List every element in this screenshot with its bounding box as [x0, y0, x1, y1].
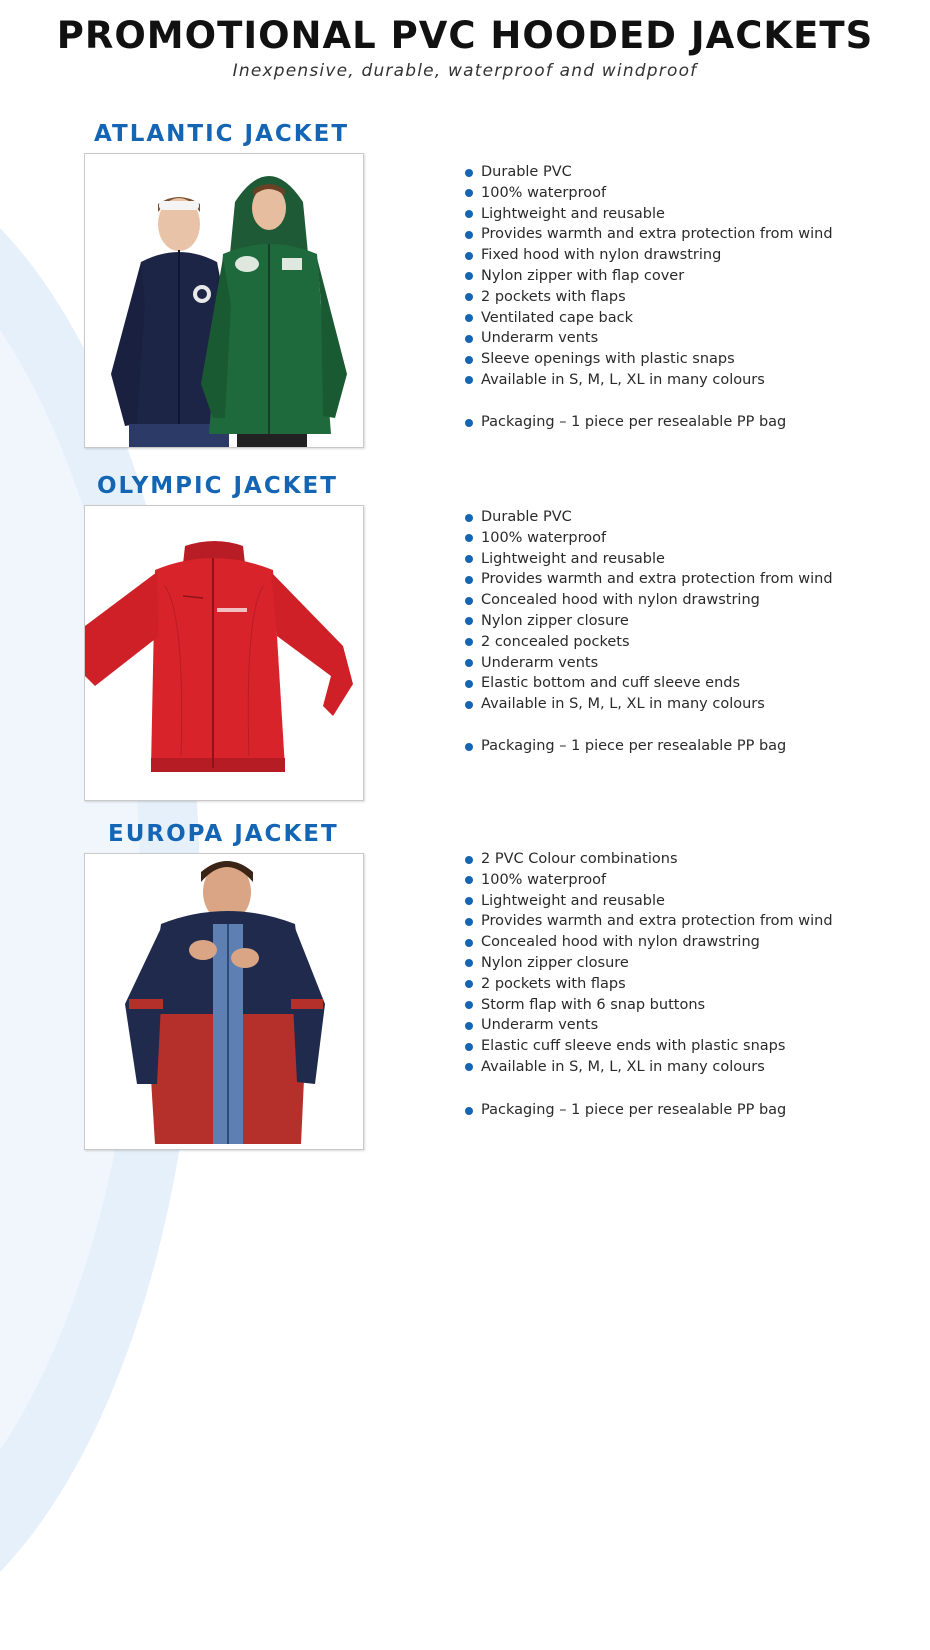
feature-item: 2 PVC Colour combinations	[463, 849, 833, 870]
atlantic-jacket-illustration	[85, 154, 363, 447]
feature-item: Provides warmth and extra protection from wind	[463, 569, 833, 590]
europa-packaging: Packaging – 1 piece per resealable PP bag	[463, 1100, 786, 1121]
feature-item: Lightweight and reusable	[463, 204, 833, 225]
feature-item: Sleeve openings with plastic snaps	[463, 349, 833, 370]
feature-item: 2 pockets with flaps	[463, 974, 833, 995]
feature-item: Underarm vents	[463, 653, 833, 674]
feature-item: 2 concealed pockets	[463, 632, 833, 653]
feature-item: Durable PVC	[463, 162, 833, 183]
europa-jacket-illustration	[85, 854, 363, 1149]
feature-item: Available in S, M, L, XL in many colours	[463, 1057, 833, 1078]
feature-item: Underarm vents	[463, 328, 833, 349]
feature-item: Provides warmth and extra protection from wind	[463, 224, 833, 245]
feature-item: Storm flap with 6 snap buttons	[463, 995, 833, 1016]
europa-feature-list	[463, 849, 833, 1078]
atlantic-packaging: Packaging – 1 piece per resealable PP bag	[463, 412, 786, 433]
atlantic-jacket-photo	[84, 153, 364, 448]
feature-item: Elastic bottom and cuff sleeve ends	[463, 673, 833, 694]
olympic-jacket-illustration	[85, 506, 363, 800]
feature-item: Elastic cuff sleeve ends with plastic snaps	[463, 1036, 833, 1057]
feature-item: Concealed hood with nylon drawstring	[463, 932, 833, 953]
europa-jacket-photo	[84, 853, 364, 1150]
olympic-feature-list	[463, 507, 833, 715]
feature-item: Lightweight and reusable	[463, 891, 833, 912]
feature-item: 100% waterproof	[463, 183, 833, 204]
page-title: PROMOTIONAL PVC HOODED JACKETS	[56, 14, 874, 57]
feature-item: Provides warmth and extra protection from wind	[463, 911, 833, 932]
feature-item: 100% waterproof	[463, 528, 833, 549]
feature-item: Ventilated cape back	[463, 308, 833, 329]
feature-item: Available in S, M, L, XL in many colours	[463, 370, 833, 391]
feature-item: Nylon zipper closure	[463, 953, 833, 974]
feature-item: 2 pockets with flaps	[463, 287, 833, 308]
feature-item: Durable PVC	[463, 507, 833, 528]
olympic-jacket-title: OLYMPIC JACKET	[97, 473, 338, 499]
atlantic-feature-list	[463, 162, 833, 391]
feature-item: Underarm vents	[463, 1015, 833, 1036]
page-subtitle: Inexpensive, durable, waterproof and windproof	[232, 61, 698, 81]
feature-item: Fixed hood with nylon drawstring	[463, 245, 833, 266]
feature-item: Nylon zipper with flap cover	[463, 266, 833, 287]
atlantic-jacket-title: ATLANTIC JACKET	[94, 121, 350, 147]
olympic-packaging: Packaging – 1 piece per resealable PP bag	[463, 736, 786, 757]
feature-item: 100% waterproof	[463, 870, 833, 891]
europa-jacket-title: EUROPA JACKET	[108, 821, 339, 847]
feature-item: Concealed hood with nylon drawstring	[463, 590, 833, 611]
olympic-jacket-photo	[84, 505, 364, 801]
feature-item: Available in S, M, L, XL in many colours	[463, 694, 833, 715]
feature-item: Lightweight and reusable	[463, 549, 833, 570]
feature-item: Nylon zipper closure	[463, 611, 833, 632]
